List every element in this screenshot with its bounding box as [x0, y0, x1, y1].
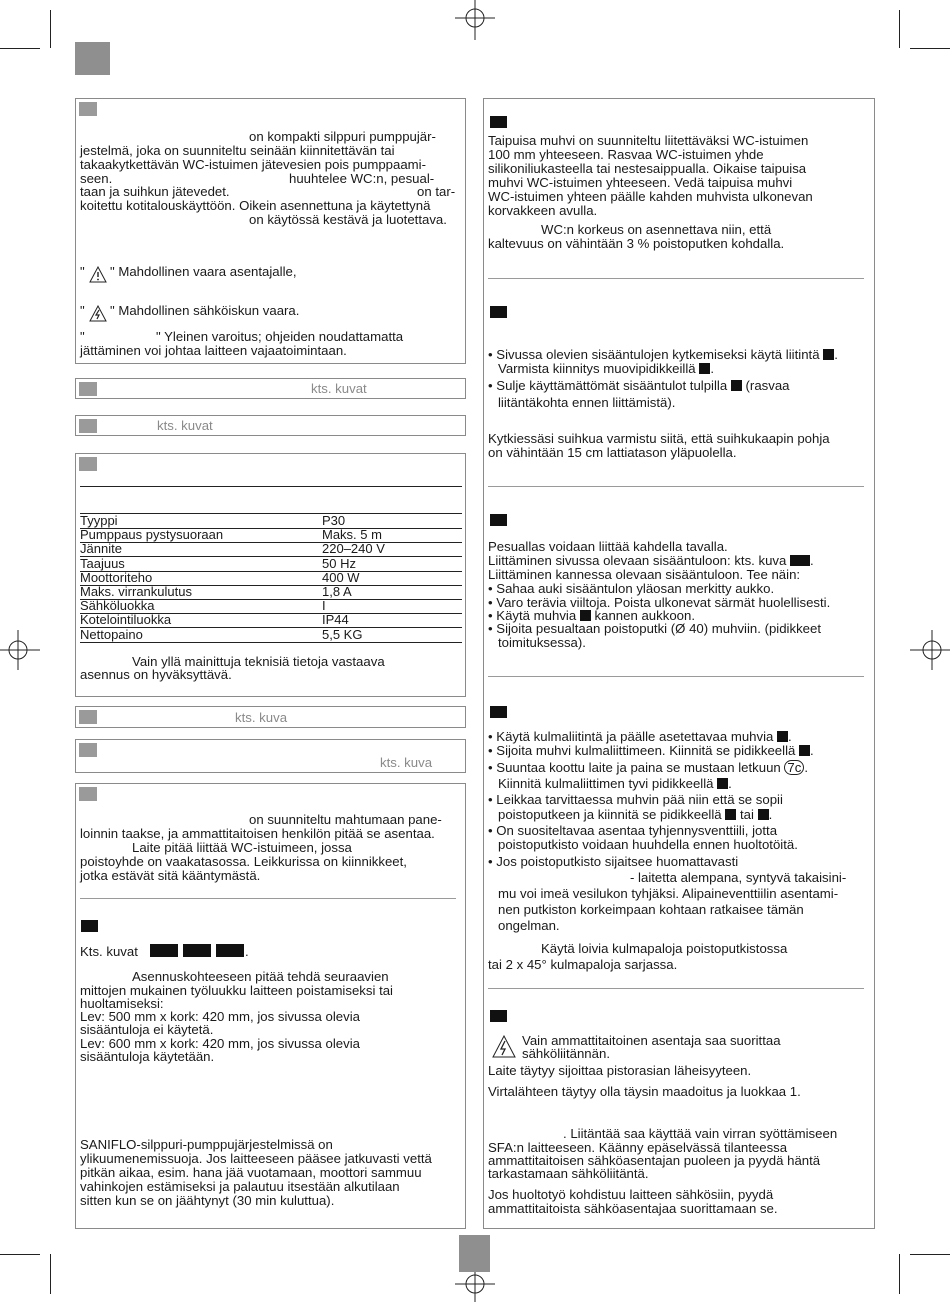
install-text: ylikuumenemissuoja. Jos laitteeseen pääsee jatkuvasti vettä	[80, 1151, 432, 1166]
shower-bullet: Varmista kiinnitys muovipidikkeillä .	[498, 361, 714, 376]
install-text: pitkän aikaa, esim. hana jää vuotamaan, moottori sammuu	[80, 1165, 422, 1180]
install-text: SANIFLO-silppuri-pumppujärjestelmissä on	[80, 1137, 333, 1152]
wc-text: muhvi WC-istuimen yhteeseen. Vedä taipuisa muhvi	[488, 175, 793, 190]
section-marker	[79, 102, 97, 116]
crop-mark	[50, 1254, 51, 1294]
subsection-marker	[490, 116, 507, 128]
spec-label: Kotelointiluokka	[80, 612, 172, 628]
discharge-text: nen putkiston korkeimpaan kohtaan ratkaisee tämän	[498, 902, 804, 917]
discharge-text: • Leikkaa tarvittaessa muhvin pää niin että se sopii	[488, 792, 783, 807]
discharge-text: • Suuntaa koottu laite ja paina se mustaan letkuun 7c .	[488, 760, 809, 775]
install-text: sitten kun se on jäähtynyt (30 min kuluttua).	[80, 1193, 335, 1208]
discharge-text-span: poistoputkeen ja kiinnitä se pidikkeellä	[498, 807, 722, 822]
section-divider	[80, 898, 456, 899]
discharge-text: mu voi imeä vesilukon tyhjäksi. Alipaineventtiilin asentami-	[498, 886, 839, 901]
figure-marker	[183, 944, 211, 957]
warning-triangle-icon	[89, 266, 107, 283]
spec-value: 1,8 A	[322, 584, 352, 599]
discharge-text-span: • Sijoita muhvi kulmaliittimeen. Kiinnitä se pidikkeellä	[488, 743, 796, 758]
page-number-block	[459, 1235, 490, 1272]
intro-line: on tar-	[417, 184, 456, 199]
spec-note: Vain yllä mainittuja teknisiä tietoja vastaava	[132, 654, 385, 669]
electric-warning-text: sähköliitännän.	[522, 1046, 610, 1061]
warning-general-text: " Yleinen varoitus; ohjeiden noudattamatta	[156, 329, 404, 344]
spec-value: I	[322, 598, 326, 614]
spec-label: Nettopaino	[80, 626, 143, 642]
shower-text: on vähintään 15 cm lattiatason yläpuolella.	[488, 445, 737, 460]
crop-mark	[899, 10, 900, 48]
basin-text: toimituksessa).	[498, 635, 586, 650]
spec-label: Moottoriteho	[80, 569, 153, 585]
discharge-text: ongelman.	[498, 918, 560, 933]
intro-line: on kompakti silppuri pumppujär-	[249, 129, 436, 144]
warning-general-quote: "	[80, 329, 85, 344]
electric-warning-icon	[89, 305, 107, 322]
basin-text: • Varo terävia viiltoja. Poista ulkonevat särmät huolellisesti.	[488, 595, 831, 610]
intro-line: taan ja suihkun jätevedet.	[80, 184, 230, 199]
warning-open-quote: "	[80, 303, 85, 318]
intro-line: takaakytkettävän WC-istuimen jätevesien pois pumppaami-	[80, 157, 426, 172]
subsection-marker	[490, 706, 507, 718]
spec-note: asennus on hyväksyttävä.	[80, 667, 232, 682]
warning-installer-text: " Mahdollinen vaara asentajalle,	[110, 264, 297, 279]
warning-general-text: jättäminen voi johtaa laitteen vajaatoimintaan.	[80, 343, 347, 358]
figure-reference: kts. kuva	[380, 755, 433, 770]
crop-mark	[0, 48, 40, 49]
discharge-text: poistoputkeen ja kiinnitä se pidikkeellä tai .	[498, 807, 773, 822]
spec-label: Tyyppi	[80, 513, 118, 528]
spec-value: IP44	[322, 612, 349, 628]
discharge-text: Kiinnitä kulmaliittimen tyvi pidikkeellä .	[498, 776, 732, 791]
spec-value: Maks. 5 m	[322, 527, 382, 543]
basin-text-span: Liittäminen sivussa olevaan sisääntuloon: kts. kuva	[488, 553, 787, 568]
basin-text-span: kannen aukkoon.	[594, 608, 695, 623]
spec-value: P30	[322, 513, 346, 528]
section-marker	[79, 743, 97, 757]
part-marker	[758, 809, 769, 820]
intro-line: on käytössä kestävä ja luotettava.	[249, 212, 447, 227]
basin-text: • Sahaa auki sisääntulon yläosan merkitty aukko.	[488, 581, 775, 596]
electric-text: ammattitaitoisen sähköasentajan puoleen ja pyydä häntä	[488, 1153, 821, 1168]
discharge-text: • Käytä kulmaliitintä ja päälle asetettavaa muhvia .	[488, 729, 792, 744]
shower-bullet: liitäntäkohta ennen liittämistä).	[498, 395, 676, 410]
registration-mark-top	[455, 0, 495, 40]
subsection-marker	[490, 1010, 507, 1022]
spec-row	[80, 528, 462, 543]
shower-bullet: • Sivussa olevien sisääntulojen kytkemiseksi käytä liitintä .	[488, 347, 838, 362]
electric-text: . Liitäntää saa käyttää vain virran syöttämiseen	[563, 1126, 838, 1141]
section-divider	[488, 486, 864, 487]
crop-mark	[910, 1254, 950, 1255]
section-divider	[488, 676, 864, 677]
intro-line: jestelmä, joka on suunniteltu seinään kiinnitettävän tai	[80, 143, 395, 158]
discharge-text: • Jos poistoputkisto sijaitsee huomattavasti	[488, 854, 739, 869]
subsection-marker	[490, 306, 507, 318]
part-marker	[823, 349, 834, 360]
intro-line: seen.	[80, 171, 113, 186]
install-text: Laite pitää liittää WC-istuimeen, jossa	[132, 840, 352, 855]
figure-reference: kts. kuvat	[311, 381, 367, 396]
intro-line: koitettu kotitalouskäyttöön. Oikein asennettuna ja käytettynä	[80, 198, 431, 213]
crop-mark	[0, 1254, 40, 1255]
install-text: Lev: 600 mm x kork: 420 mm, jos sivussa olevia	[80, 1036, 360, 1051]
section-divider	[488, 278, 864, 279]
subsection-marker	[490, 514, 507, 526]
discharge-text: • Sijoita muhvi kulmaliittimeen. Kiinnitä se pidikkeellä .	[488, 743, 814, 758]
spec-label: Sähköluokka	[80, 598, 155, 614]
figure-circle-label: 7c	[784, 760, 804, 775]
discharge-text: - laitetta alempana, syntyvä takaisini-	[630, 870, 847, 885]
install-text: Lev: 500 mm x kork: 420 mm, jos sivussa olevia	[80, 1009, 360, 1024]
basin-text: Pesuallas voidaan liittää kahdella tavalla.	[488, 539, 728, 554]
discharge-text: tai 2 x 45° kulmapaloja sarjassa.	[488, 957, 678, 972]
spec-value: 400 W	[322, 569, 360, 585]
section-marker	[79, 382, 97, 396]
shower-bullet-text: • Sulje käyttämättömät sisääntulot tulpilla	[488, 378, 728, 393]
spec-label: Taajuus	[80, 555, 125, 571]
install-text: poistoyhde on vaakatasossa. Leikkurissa on kiinnikkeet,	[80, 854, 407, 869]
basin-text: Liittäminen sivussa olevaan sisääntuloon: kts. kuva .	[488, 553, 814, 568]
section-marker	[79, 787, 97, 801]
discharge-text-span: tai	[739, 807, 754, 822]
wc-text: silikoniliukasteella tai nestesaippualla. Oikaise taipuisa	[488, 161, 807, 176]
electric-text: ammattitaitoista sähköasentajaa suorittamaan se.	[488, 1201, 778, 1216]
wc-text: kaltevuus on vähintään 3 % poistoputken kohdalla.	[488, 236, 785, 251]
contents-box	[75, 378, 466, 399]
section-marker	[79, 457, 97, 471]
spec-label: Jännite	[80, 541, 122, 557]
install-text: sisääntuloja käytetään.	[80, 1049, 215, 1064]
wc-text: Taipuisa muhvi on suunniteltu liitettäväksi WC-istuimen	[488, 133, 809, 148]
crop-mark	[910, 48, 950, 49]
discharge-text-span: Kiinnitä kulmaliittimen tyvi pidikkeellä	[498, 776, 714, 791]
figure-marker	[790, 555, 810, 566]
electric-text: Virtalähteen täytyy olla täysin maadoitus ja luokkaa 1.	[488, 1084, 801, 1099]
dimensions-box	[75, 415, 466, 436]
spec-label: Maks. virrankulutus	[80, 584, 192, 599]
shower-bullet-text: Varmista kiinnitys muovipidikkeillä	[498, 361, 696, 376]
install-text: sisääntuloja ei käytetä.	[80, 1022, 214, 1037]
wc-text: WC-istuimen yhteen päälle kahden muhvista ulkonevan	[488, 189, 813, 204]
basin-text: • Sijoita pesualtaan poistoputki (Ø 40) muhviin. (pidikkeet	[488, 621, 822, 636]
spec-value: 5,5 KG	[322, 626, 363, 642]
figure-marker	[150, 944, 178, 957]
part-marker	[799, 745, 810, 756]
install-text: on suunniteltu mahtumaan pane-	[249, 812, 442, 827]
wc-text: korvakkeen avulla.	[488, 203, 598, 218]
basin-text: Liittäminen kannessa olevaan sisääntuloon. Tee näin:	[488, 567, 801, 582]
install-text: jotka estävät sitä kääntymästä.	[80, 868, 261, 883]
shower-bullet-text: • Sivussa olevien sisääntulojen kytkemiseksi käytä liitintä	[488, 347, 820, 362]
wc-text: WC:n korkeus on asennettava niin, että	[541, 222, 772, 237]
install-text: mittojen mukainen työluukku laitteen poistamiseksi tai	[80, 983, 393, 998]
table-rule	[80, 486, 462, 487]
install-text: Asennuskohteeseen pitää tehdä seuraavien	[132, 969, 389, 984]
wc-text: 100 mm yhteeseen. Rasvaa WC-istuimen yhde	[488, 147, 764, 162]
basin-text-span: • Käytä muhvia	[488, 608, 577, 623]
figure-marker	[216, 944, 244, 957]
registration-mark-left	[0, 630, 40, 670]
spec-row	[80, 628, 462, 643]
discharge-text-span: • Käytä kulmaliitintä ja päälle asetettavaa muhvia	[488, 729, 774, 744]
electric-warning-icon	[492, 1035, 516, 1059]
part-marker	[725, 809, 736, 820]
spec-label: Pumppaus pystysuoraan	[80, 527, 224, 543]
spec-value: 220–240 V	[322, 541, 385, 557]
install-text: huoltamiseksi:	[80, 996, 164, 1011]
crop-mark	[50, 10, 51, 48]
spec-value: 50 Hz	[322, 555, 356, 571]
discharge-text: Käytä loivia kulmapaloja poistoputkistossa	[541, 941, 788, 956]
discharge-text: poistoputkisto voidaan huuhdella ennen huoltotöitä.	[498, 837, 798, 852]
discharge-text: • On suositeltavaa asentaa tyhjennysventtiili, jotta	[488, 823, 778, 838]
discharge-text-span: • Suuntaa koottu laite ja paina se mustaan letkuun	[488, 760, 781, 775]
electric-warning-text: Vain ammattitaitoinen asentaja saa suorittaa	[522, 1033, 781, 1048]
install-figures-label: Kts. kuvat	[80, 944, 138, 959]
section-marker	[79, 419, 97, 433]
electric-text: Jos huoltotyö kohdistuu laitteen sähkösiin, pyydä	[488, 1187, 774, 1202]
header-language-block	[75, 42, 110, 75]
subsection-marker	[81, 920, 98, 932]
figure-reference: kts. kuva	[235, 710, 288, 725]
electric-text: Laite täytyy sijoittaa pistorasian läheisyyteen.	[488, 1063, 752, 1078]
spec-row	[80, 542, 462, 557]
part-marker	[717, 778, 728, 789]
shower-bullet	[488, 379, 790, 394]
intro-line: huuhtelee WC:n, pesual-	[289, 171, 435, 186]
part-marker	[699, 363, 710, 374]
part-marker	[580, 610, 591, 621]
install-text: vahinkojen estämiseksi ja palautuu itsestään alkutilaan	[80, 1179, 400, 1194]
section-divider	[488, 988, 864, 989]
section-marker	[79, 710, 97, 724]
install-text: loinnin taakse, ja ammattitaitoisen henkilön pitää se asentaa.	[80, 826, 435, 841]
registration-mark-right	[910, 630, 950, 670]
figure-reference: kts. kuvat	[157, 418, 213, 433]
electric-text: tarkastamaan sähköliitäntä.	[488, 1166, 649, 1181]
shower-text: Kytkiessäsi suihkua varmistu siitä, että suihkukaapin pohja	[488, 431, 830, 446]
part-marker	[731, 380, 742, 391]
warning-electric-text: " Mahdollinen sähköiskun vaara.	[110, 303, 300, 318]
warning-open-quote: "	[80, 264, 85, 279]
figure-period: .	[245, 944, 249, 959]
shower-bullet-text: (rasvaa	[745, 378, 790, 393]
electric-text: SFA:n laitteeseen. Käänny epäselvässä tilanteessa	[488, 1140, 788, 1155]
part-marker	[777, 731, 788, 742]
crop-mark	[899, 1254, 900, 1294]
